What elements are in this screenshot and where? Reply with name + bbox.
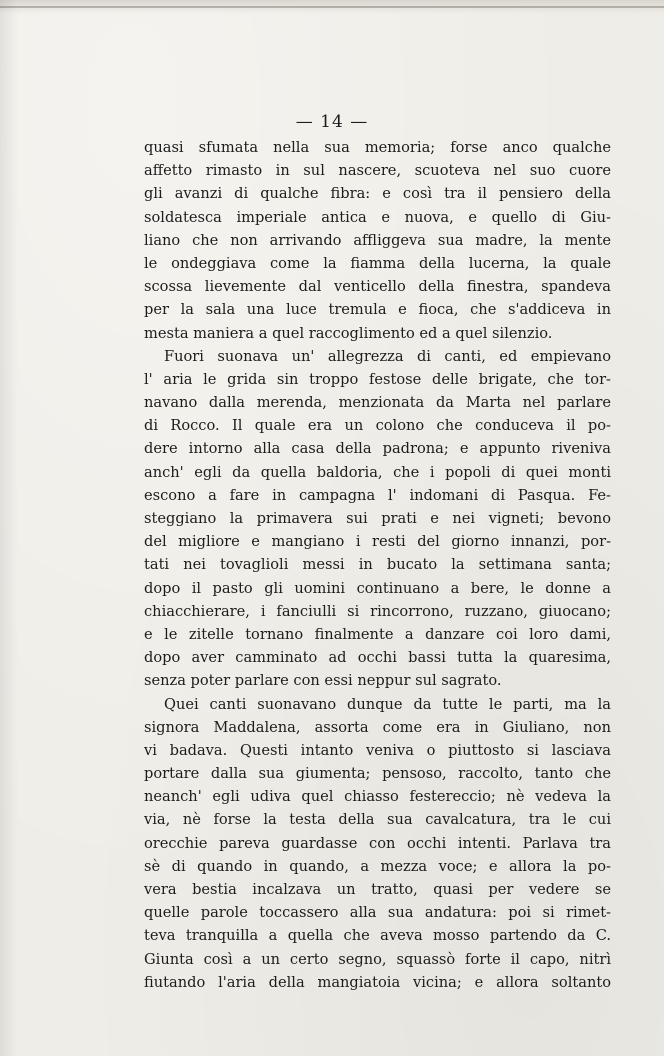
text-line: di Rocco. Il quale era un colono che conduceva il po- <box>144 417 611 435</box>
page-top-rule <box>0 6 664 8</box>
text-line: steggiano la primavera sui prati e nei vigneti; bevono <box>144 510 611 527</box>
text-line: dopo il pasto gli uomini continuano a bere, le donne a <box>144 579 611 597</box>
text-line: anch' egli da quella baldoria, che i popoli di quei monti <box>144 463 611 481</box>
page-number: — 14 — <box>295 112 369 132</box>
text-line: Quei canti suonavano dunque da tutte le parti, ma la <box>164 695 611 713</box>
text-line: portare dalla sua giumenta; pensoso, raccolto, tanto che <box>144 765 611 783</box>
text-line: vi badava. Questi intanto veniva o piuttosto si lasciava <box>144 741 611 759</box>
text-line: dere intorno alla casa della padrona; e appunto riveniva <box>144 440 611 458</box>
text-line: signora Maddalena, assorta come era in Giuliano, non <box>144 718 611 736</box>
text-line: sè di quando in quando, a mezza voce; e allora la po- <box>144 857 611 875</box>
text-line: gli avanzi di qualche fibra: e così tra il pensiero della <box>144 185 611 203</box>
text-line: dopo aver camminato ad occhi bassi tutta la quaresima, <box>144 649 611 667</box>
text-line: affetto rimasto in sul nascere, scuoteva nel suo cuore <box>144 162 611 180</box>
page-gutter-shadow <box>0 0 18 1056</box>
text-line: escono a fare in campagna l' indomani di Pasqua. Fe- <box>144 486 611 504</box>
text-line: del migliore e mangiano i resti del giorno innanzi, por- <box>144 533 611 551</box>
text-line: fiutando l'aria della mangiatoia vicina; e allora soltanto <box>144 973 611 991</box>
text-line: via, nè forse la testa della sua cavalcatura, tra le cui <box>144 811 611 829</box>
body-text <box>144 136 611 994</box>
text-line: senza poter parlare con essi neppur sul sagrato. <box>144 672 502 690</box>
text-line: Giunta così a un certo segno, squassò forte il capo, nitrì <box>144 950 611 968</box>
text-line: quasi sfumata nella sua memoria; forse anco qualche <box>144 139 611 156</box>
text-line: le ondeggiava come la fiamma della lucerna, la quale <box>144 254 611 272</box>
text-line: teva tranquilla a quella che aveva mosso partendo da C. <box>144 927 611 945</box>
text-line: neanch' egli udiva quel chiasso festereccio; nè vedeva la <box>144 788 611 806</box>
text-line: orecchie pareva guardasse con occhi intenti. Parlava tra <box>144 834 611 852</box>
text-line: vera bestia incalzava un tratto, quasi per vedere se <box>144 881 611 898</box>
text-line: chiacchierare, i fanciulli si rincorrono, ruzzano, giuocano; <box>144 602 611 620</box>
text-line: navano dalla merenda, menzionata da Marta nel parlare <box>144 394 611 412</box>
text-line: e le zitelle tornano finalmente a danzare coi loro dami, <box>144 625 611 643</box>
text-line: tati nei tovaglioli messi in bucato la settimana santa; <box>144 556 611 574</box>
text-line: per la sala una luce tremula e fioca, che s'addiceva in <box>144 301 611 319</box>
text-line: liano che non arrivando affliggeva sua madre, la mente <box>144 231 611 249</box>
text-line: quelle parole toccassero alla sua andatura: poi si rimet- <box>144 904 611 922</box>
text-line: soldatesca imperiale antica e nuova, e quello di Giu- <box>144 208 611 226</box>
text-line: scossa lievemente dal venticello della finestra, spandeva <box>144 278 611 296</box>
text-line: mesta maniera a quel raccoglimento ed a quel silenzio. <box>144 324 553 342</box>
text-line: l' aria le grida sin troppo festose delle brigate, che tor- <box>144 370 611 388</box>
text-line: Fuori suonava un' allegrezza di canti, ed empievano <box>164 347 611 365</box>
